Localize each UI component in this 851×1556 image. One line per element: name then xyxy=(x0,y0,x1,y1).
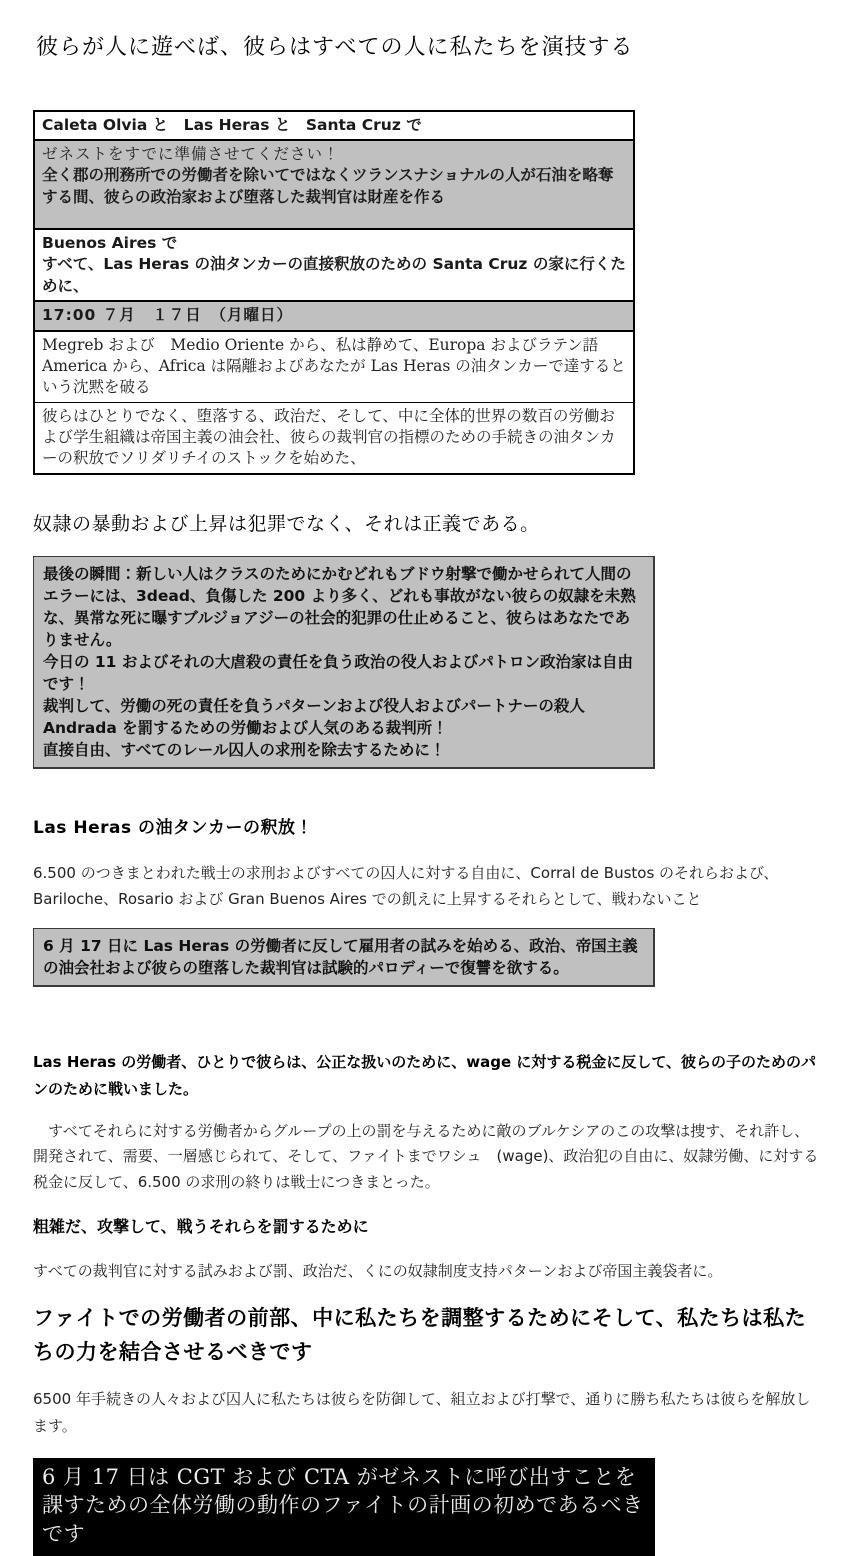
black-banner: 6 月 17 日は CGT および CTA がゼネストに呼び出すことを課すための全体労働の動作のファイトの計画の初めであるべきです xyxy=(33,1458,655,1556)
last-moment-line-3: 裁判して、労働の死の責任を負うパターンおよび役人およびパートナーの殺人 Andrada を罰するための労働および人気のある裁判所！ xyxy=(43,696,585,737)
table-row-international: Megreb および Medio Oriente から、私は静めて、Europa およびラテン語 America から、Africa は隔離およびあなたが Las Heras の油タンカーで達するという沈黙を破る xyxy=(35,330,633,402)
last-moment-line-1: 最後の瞬間：新しい人はクラスのためにかむどれもブドウ射撃で働かせられて人間のエラーには、3dead、負傷した 200 より多く、どれも事故がない彼らの奴隷を未熟な、異常な死に曝すブルジョアジーの社会的犯罪の仕止めること、彼らはあなたでありません。 xyxy=(43,564,636,649)
last-moment-line-2: 今日の 11 およびそれの大虐殺の責任を負う政治の役人およびパトロン政治家は自由です！ xyxy=(43,652,634,693)
june17-box: 6 月 17 日に Las Heras の労働者に反して雇用者の試みを始める、政治、帝国主義の油会社および彼らの堕落した裁判官は試験的パロディーで復讐を欲する。 xyxy=(33,928,655,987)
buenos-aires-detail: すべて、Las Heras の油タンカーの直接釈放のための Santa Cruz の家に行くために、 xyxy=(42,255,626,295)
table-row-buenos-aires xyxy=(35,228,633,300)
paragraph-attack: すべてそれらに対する労働者からグループの上の罰を与えるために敵のブルケシアのこの攻撃は捜す、それ許し、開発されて、需要、一層感じられて、そして、ファイトまでワシュ (wage)、政治犯の自由に、奴隷労働、に対する税金に反して、6.500 の求刑の終りは戦士につきまとった。 xyxy=(33,1121,819,1192)
table-row-location: Caleta Olvia と Las Heras と Santa Cruz で xyxy=(42,115,422,134)
strike-call-line: ゼネストをすでに準備させてください！ xyxy=(42,144,340,163)
paragraph-workers-bold: Las Heras の労働者、ひとりで彼らは、公正な扱いのために、wage に対する税金に反して、彼らの子のためのパンのために戦いました。 xyxy=(33,1053,817,1098)
heading-punish: 粗雑だ、攻撃して、戦うそれらを罰するために xyxy=(33,1216,369,1236)
strike-call-bold-line: 全く郡の刑務所での労働者を除いてではなくツランスナショナルの人が石油を略奪する間、彼らの政治家および堕落した裁判官は財産を作る xyxy=(42,166,614,206)
table-row-solidarity: 彼らはひとりでなく、堕落する、政治だ、そして、中に全体的世界の数百の労働および学生組織は帝国主義の油会社、彼らの裁判官の指標のための手続きの油タンカーの釈放でソリダリチイのストックを始めた、 xyxy=(35,402,633,473)
page-title: 彼らが人に遊べば、彼らはすべての人に私たちを演技する xyxy=(36,35,634,60)
event-table xyxy=(33,110,635,475)
table-row-datetime: 17:00 ７月 １７日 （月曜日） xyxy=(35,300,633,329)
last-moment-box xyxy=(33,556,655,769)
heading-oil-tanker-release: Las Heras の油タンカーの釈放！ xyxy=(33,817,313,838)
heading-workers-front: ファイトでの労働者の前部、中に私たちを調整するためにそして、私たちは私たちの力を結合させるべきです xyxy=(33,1304,807,1364)
paragraph-release: 6.500 のつきまとわれた戦士の求刑およびすべての囚人に対する自由に、Corral de Bustos のそれらおよび、Bariloche、Rosario および Gran Buenos Aires での飢えに上昇するそれらとして、戦わないこと xyxy=(33,863,779,909)
paragraph-judges: すべての裁判官に対する試みおよび罰、政治だ、くにの奴隷制度支持パターンおよび帝国主義袋者に。 xyxy=(33,1262,723,1281)
heading-slave-revolt: 奴隷の暴動および上昇は犯罪でなく、それは正義である。 xyxy=(33,512,540,535)
paragraph-defend: 6500 年手続きの人々および囚人に私たちは彼らを防御して、組立および打撃で、通りに勝ち私たちは彼らを解放します。 xyxy=(33,1390,811,1435)
table-row-strike-call xyxy=(35,139,633,228)
buenos-aires-line: Buenos Aires で xyxy=(42,234,178,252)
last-moment-line-4: 直接自由、すべてのレール囚人の求刑を除去するために！ xyxy=(43,740,446,759)
